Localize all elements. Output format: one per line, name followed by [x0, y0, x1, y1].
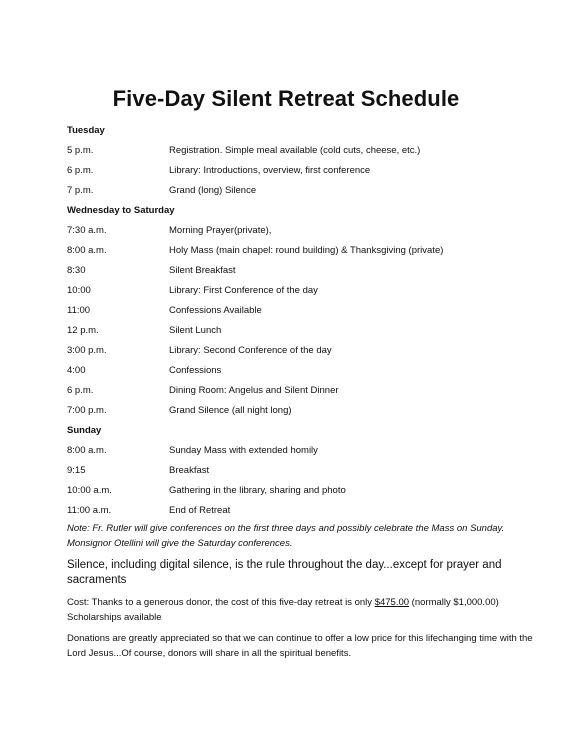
schedule-activity: Dining Room: Angelus and Silent Dinner: [169, 385, 339, 396]
schedule-activity: Registration. Simple meal available (cold cuts, cheese, etc.): [169, 145, 421, 156]
schedule-time: 5 p.m.: [67, 145, 94, 156]
schedule-time: 9:15: [67, 465, 86, 476]
schedule-activity: Library: Second Conference of the day: [169, 345, 332, 356]
schedule-time: 8:30: [67, 265, 86, 276]
schedule-activity: Silent Lunch: [169, 325, 222, 336]
schedule-time: 7 p.m.: [67, 185, 94, 196]
silence-rule: Silence, including digital silence, is the rule throughout the day...except for prayer and sacraments: [67, 559, 502, 586]
cost-paragraph: [67, 595, 537, 625]
day-heading-sunday: Sunday: [67, 425, 102, 436]
page-title: Five-Day Silent Retreat Schedule: [112, 86, 460, 111]
schedule-time: 6 p.m.: [67, 385, 94, 396]
schedule-activity: Sunday Mass with extended homily: [169, 445, 318, 456]
schedule-activity: End of Retreat: [169, 505, 231, 516]
schedule-time: 8:00 a.m.: [67, 445, 107, 456]
donations-paragraph: Donations are greatly appreciated so that we can continue to offer a low price for this lifechanging time with the Lord Jesus...Of course, donors will share in all the spiritual benefits.: [67, 633, 533, 659]
schedule-activity: Confessions Available: [169, 305, 262, 316]
scholarships-text: Scholarships available: [67, 612, 162, 623]
schedule-activity: Morning Prayer(private),: [169, 225, 272, 236]
schedule-time: 11:00: [67, 305, 91, 316]
schedule-activity: Gathering in the library, sharing and photo: [169, 485, 346, 496]
cost-price: $475.00: [374, 597, 410, 608]
schedule-activity: Holy Mass (main chapel: round building) & Thanksgiving (private): [169, 245, 444, 256]
schedule-activity: Grand Silence (all night long): [169, 405, 292, 416]
schedule-time: 3:00 p.m.: [67, 345, 107, 356]
schedule-time: 8:00 a.m.: [67, 245, 107, 256]
schedule-time: 6 p.m.: [67, 165, 94, 176]
schedule-activity: Grand (long) Silence: [169, 185, 257, 196]
day-heading-tuesday: Tuesday: [67, 125, 105, 136]
cost-suffix: (normally $1,000.00): [409, 597, 499, 608]
schedule-time: 7:00 p.m.: [67, 405, 107, 416]
day-heading-wednesday-to-saturday: Wednesday to Saturday: [67, 205, 175, 216]
schedule-time: 12 p.m.: [67, 325, 99, 336]
schedule-activity: Breakfast: [169, 465, 210, 476]
schedule-time: 7:30 a.m.: [67, 225, 107, 236]
schedule-time: 10:00: [67, 285, 91, 296]
conference-note: Note: Fr. Rutler will give conferences on the first three days and possibly celebrate the Mass on Sunday. Monsignor Otellini will give the Saturday conferences.: [67, 523, 505, 549]
schedule-activity: Confessions: [169, 365, 222, 376]
cost-prefix: Cost: Thanks to a generous donor, the cost of this five-day retreat is only: [67, 597, 375, 608]
schedule-time: 4:00: [67, 365, 86, 376]
schedule-activity: Library: Introductions, overview, first conference: [169, 165, 371, 176]
schedule-time: 11:00 a.m.: [67, 505, 112, 516]
schedule-activity: Silent Breakfast: [169, 265, 236, 276]
schedule-activity: Library: First Conference of the day: [169, 285, 318, 296]
schedule-time: 10:00 a.m.: [67, 485, 112, 496]
